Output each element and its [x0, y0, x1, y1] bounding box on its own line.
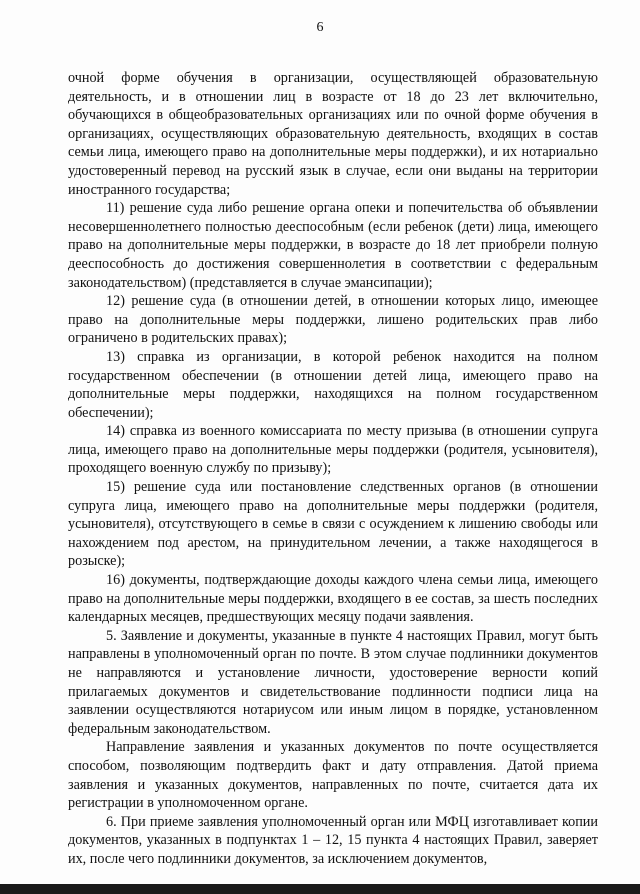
paragraph-item-13: 13) справка из организации, в которой ребенок находится на полном государственном обеспечении (в отношении детей лица, имеющего право на дополнительные меры поддержки, находящихся на полном государственном обеспечении);: [68, 348, 598, 421]
paragraph-section-6: 6. При приеме заявления уполномоченный орган или МФЦ изготавливает копии документов, указанных в подпунктах 1 – 12, 15 пункта 4 настоящих Правил, заверяет их, после чего подлинники документов, за исключением документов,: [68, 813, 598, 867]
paragraph-item-12: 12) решение суда (в отношении детей, в отношении которых лицо, имеющее право на дополнительные меры поддержки, лишено родительских прав либо ограничено в родительских правах);: [68, 293, 598, 347]
scan-edge-bar: [0, 884, 640, 894]
paragraph-section-5: 5. Заявление и документы, указанные в пункте 4 настоящих Правил, могут быть направлены в уполномоченный орган по почте. В этом случае подлинники документов не направляются и установление личности, удостоверение верности копий прилагаемых документов и свидетельствование подлинности подписи лица на заявлении осуществляются нотариусом или иным лицом в порядке, установленном федеральным законодательством.: [68, 627, 598, 737]
paragraph-postal-submission: Направление заявления и указанных документов по почте осуществляется способом, позволяющим подтвердить факт и дату отправления. Датой приема заявления и указанных документов, направленных по почте, считается дата их регистрации в уполномоченном органе.: [68, 739, 598, 812]
paragraph-item-11: 11) решение суда либо решение органа опеки и попечительства об объявлении несовершеннолетнего полностью дееспособным (если ребенок (дети) лица, имеющего право на дополнительные меры поддержки, в возрасте до 18 лет приобрели полную дееспособность до достижения совершеннолетия в соответствии с федеральным законодательством) (представляется в случае эмансипации);: [68, 200, 598, 291]
page-number: 6: [316, 20, 324, 35]
paragraph-item-16: 16) документы, подтверждающие доходы каждого члена семьи лица, имеющего право на дополнительные меры поддержки, входящего в ее состав, за шесть последних календарных месяцев, предшествующих месяцу подачи заявления.: [68, 572, 598, 626]
paragraph-item-15: 15) решение суда или постановление следственных органов (в отношении супруга лица, имеющего право на дополнительные меры поддержки (родителя, усыновителя), отсутствующего в семье в связи с осуждением к лишению свободы или нахождением под арестом, на принудительном лечении, а также находящегося в розыске);: [68, 479, 598, 570]
document-body: [68, 69, 598, 869]
paragraph-item-14: 14) справка из военного комиссариата по месту призыва (в отношении супруга лица, имеющего право на дополнительные меры поддержки (родителя, усыновителя), проходящего военную службу по призыву);: [68, 423, 598, 477]
paragraph-continuation: очной форме обучения в организации, осуществляющей образовательную деятельность, и в отношении лиц в возрасте от 18 до 23 лет включительно, обучающихся в общеобразовательных организациях или по очной форме обучения в организациях, осуществляющих образовательную деятельность, входящих в состав семьи лица, имеющего право на дополнительные меры поддержки), и их нотариально удостоверенный перевод на русский язык в случае, если они выданы на территории иностранного государства;: [68, 70, 598, 198]
